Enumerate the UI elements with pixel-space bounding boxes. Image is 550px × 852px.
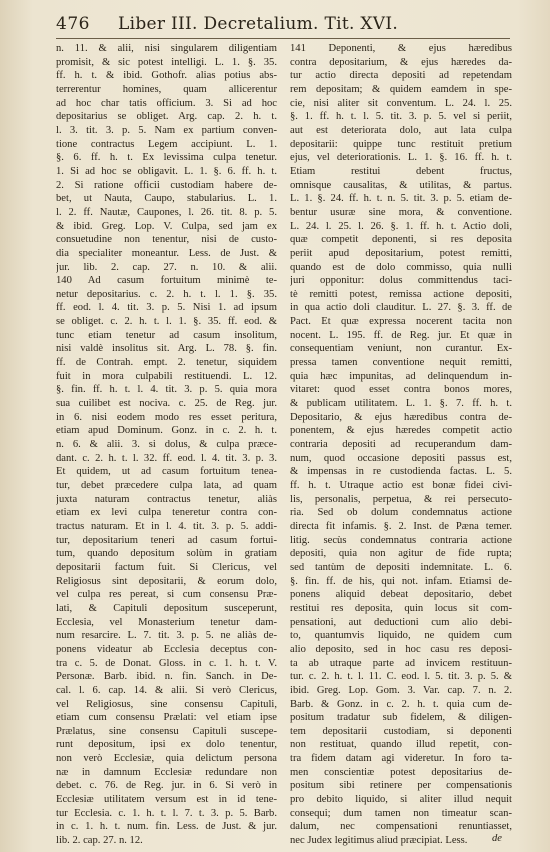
text-line: ff. h. t. Utraque actio est bonæ fidei civi- (290, 480, 512, 491)
text-line: Barb. & Gonz. in c. 2. h. t. quia cum de- (290, 698, 512, 710)
text-line: 140 Ad casum fortuitum minimè te- (56, 275, 277, 287)
text-line: consuetudine non tenentur, nisi de custo- (56, 234, 277, 246)
text-line: positum tradatur sub fidelem, & diligen- (290, 712, 512, 724)
text-line: §. 6. ff. h. t. Ex levissima culpa tenetur. (56, 152, 277, 164)
text-line: tum, quando depositum solùm in gratiam (56, 548, 277, 560)
text-line: Et quidem, ut ad casum fortuitum tenea- (56, 466, 277, 478)
text-line: vel Religiosus, sine consensu Capituli, (56, 698, 277, 710)
text-line: tione contractus Legem accipiunt. L. 1. (56, 138, 277, 150)
text-line: num, quod occasione depositi passus est, (290, 452, 512, 464)
text-line: nec Judex legitimus aliud præcipiat. Less. (290, 835, 468, 847)
text-line: debet. c. 76. de Reg. jur. in 6. Si verò in (56, 780, 277, 792)
text-line: dia specialiter moneantur. Less. de Just. & (56, 247, 277, 259)
text-line: non verò Ecclesiæ, quia delictum persona (56, 753, 277, 765)
text-line: L. 24. l. 25. l. 26. §. 1. ff. h. t. Actio doli, (290, 220, 512, 232)
text-line: men conscientiæ potest depositarius de- (290, 766, 512, 778)
text-line: tè remitti potest, remissa actione depositi, (290, 288, 512, 300)
running-title: Liber III. Decretalium. Tit. XVI. (118, 14, 399, 34)
text-line: ta ab utraque parte ad invicem restituun- (290, 657, 512, 669)
text-line: Pact. Et quæ expressa nocerent tacita non (290, 316, 512, 328)
text-line: alio deposito, sed in hoc casu res deposi- (290, 643, 512, 655)
text-line: ria. Sed ob dolum condemnatus actione (290, 507, 512, 519)
text-line: tra c. 5. de Donat. Gloss. in c. 1. h. t. V. (56, 657, 277, 669)
text-line: periit apud depositarium, potest remitti, (290, 247, 512, 259)
text-line: §. fin. ff. de his, qui not. infam. Etiamsi de- (290, 575, 512, 587)
text-line: Personæ. Barb. ibid. n. fin. Sanch. in De- (56, 671, 277, 683)
text-line: lib. 2. cap. 27. n. 12. (56, 835, 143, 847)
text-line: litig. secùs condemnatus contraria actione (290, 534, 512, 546)
text-line: pro debito liquido, si aliter illud nequit (290, 794, 512, 806)
text-line: non restituat, quando illud repetit, con- (290, 739, 512, 751)
text-line: cie, nisi aliter sit conventum. L. 24. l. 25. (290, 97, 512, 109)
text-line: bentur usuræ sine mora, & conventione. (290, 206, 512, 218)
text-line: tractus naturam. Et in l. 4. tit. 3. p. 5. addi- (56, 520, 277, 532)
text-line: tem depositarii custodiam, si deponenti (290, 725, 512, 737)
right-text-column (290, 42, 512, 848)
text-line: pressa tamen conventione nequit remitti, (290, 357, 512, 369)
text-line: & ibid. Greg. Lop. V. Culpa, sed jam ex (56, 220, 277, 232)
text-line: omnisque causalitas, & utilitas, & partus. (290, 179, 512, 191)
text-line: nocent. L. 195. ff. de Reg. jur. Et quæ in (290, 329, 512, 341)
text-line: tur Ecclesia. c. 1. h. t. l. 7. t. 3. p. 5. Barb. (56, 807, 277, 819)
text-line: Ecclesiæ utilitatem versum est in id tene- (56, 794, 277, 806)
text-line: ponens videatur ab Ecclesia deceptus con- (56, 643, 277, 655)
text-line: tunc etiam tenetur ad casum insolitum, (56, 329, 277, 341)
text-line: quæ competit deponenti, si res deposita (290, 234, 512, 246)
text-line: Ecclesia, vel Monasterium tenetur dam- (56, 616, 277, 628)
text-line: dant. c. 2. h. t. l. 32. ff. eod. l. 4. tit. 3. p. 3. (56, 452, 277, 464)
text-line: 141 Deponenti, & ejus hæredibus (290, 43, 512, 54)
text-line: vel culpa res pereat, si cum consensu Præ- (56, 589, 277, 601)
text-line: positum sibi retinere per compensationis (290, 780, 512, 792)
text-line: ejus, vel deteriorationis. L. 1. §. 16. ff. h. t. (290, 152, 512, 164)
text-line: num resarcire. L. 7. tit. 3. p. 5. ne aliàs de- (56, 630, 277, 642)
text-line: sed tantùm de depositi indemnitate. L. 6. (290, 561, 512, 573)
text-line: pensationi, aut deductioni cum alio debi- (290, 616, 512, 628)
text-line: ff. h. t. & ibid. Gothofr. alias potius abs- (56, 70, 277, 82)
page-number: 476 (56, 14, 90, 34)
text-line: sua cuilibet est nociva. c. 25. de Reg. jur. (56, 398, 277, 410)
text-line: bet, ut Nauta, Caupo, stabularius. L. 1. (56, 193, 277, 205)
text-line: vitaret: quod esset contra bonos mores, (290, 384, 512, 396)
text-line: & impensas in re custodienda factas. L. 5. (290, 466, 512, 478)
text-line: Depositario, & ejus hæredibus contra de- (290, 411, 512, 423)
text-line: Etiam restitui debent fructus, (290, 165, 512, 177)
text-line: ibid. Greg. Lop. Gom. 3. Var. cap. 7. n. 2. (290, 684, 512, 696)
text-line: etiam ex levi culpa teneretur contra con- (56, 507, 277, 519)
text-line: juxta naturam contractus tenetur, aliàs (56, 493, 277, 505)
text-line: depositarius se obliget. Arg. cap. 2. h. t. (56, 111, 277, 123)
text-line: netur depositarius. c. 2. h. t. l. 1. §. 35. (56, 288, 277, 300)
text-line: se obliget. c. 2. h. t. l. 1. §. 35. ff. eod. & (56, 316, 277, 328)
catchword: de (492, 833, 502, 844)
text-line: tur, depositarium teneri ad casum fortui- (56, 534, 277, 546)
text-line: ponens aliquid debeat depositario, debet (290, 589, 512, 601)
text-line: quia hæc impunitas, ad delinquendum in- (290, 370, 512, 382)
text-line: depositi, quia non agitur de fide rupta; (290, 548, 512, 560)
text-line: quando est de dolo commisso, quia nulli (290, 261, 512, 273)
text-line: rem depositam; & quidem eamdem in spe- (290, 83, 512, 95)
text-line: aut est deteriorata dolo, aut lata culpa (290, 124, 512, 136)
text-line: jur. lib. 2. cap. 27. n. 10. & alii. (56, 261, 277, 273)
text-line: n. 6. & alii. 3. si dolus, & culpa præce- (56, 439, 277, 451)
text-line: Prælatus, sine consensu Capituli suscepe- (56, 725, 277, 737)
text-line: L. 1. §. 24. ff. h. t. n. 5. tit. 3. p. 5. etiam de- (290, 193, 512, 205)
text-line: dalum, nec compensationi renuntiasset, (290, 821, 512, 833)
text-line: etiam apud Dominum. Gonz. in c. 2. h. t. (56, 425, 277, 437)
text-line: ff. de Contrah. empt. 2. tenetur, siquidem (56, 357, 277, 369)
text-line: etiam cum consensu Prælati: vel etiam ipse (56, 712, 277, 724)
text-line: ponentem, & ejus hæredes competit actio (290, 425, 512, 437)
text-line: §. 1. ff. h. t. l. 5. tit. 3. p. 5. vel si periit, (290, 111, 512, 123)
left-text-column (56, 42, 277, 848)
text-line: terrerentur homines, quam allicerentur (56, 83, 277, 95)
text-line: consequi; dum tamen non timeatur scan- (290, 807, 512, 819)
text-line: l. 3. tit. 3. p. 5. Nam ex partium conven- (56, 124, 277, 136)
text-line: Religiosus sint depositarii, & eorum dolo, (56, 575, 277, 587)
text-line: næ in damnum Ecclesiæ redundare non (56, 766, 277, 778)
text-line: lis, personalis, perpetua, & rei persecuto- (290, 493, 512, 505)
text-line: cal. l. 6. cap. 14. & alii. Si verò Clericus, (56, 684, 277, 696)
text-line: lati, & Capituli depositum susceperunt, (56, 602, 277, 614)
text-line: restitui res deposita, quin locus sit com- (290, 602, 512, 614)
text-line: contra depositarium, & ejus hæredes da- (290, 56, 512, 68)
text-line: tur actio directa depositi ad repetendam (290, 70, 512, 82)
text-line: ff. eod. l. 4. tit. 3. p. 5. Nisi 1. ad ipsum (56, 302, 277, 314)
text-line: juri opponitur: dolus committendus taci- (290, 275, 512, 287)
text-line: promisit, & sic potest intelligi. L. 1. §. 35. (56, 56, 277, 68)
text-line: ad hoc char tatis officium. 3. Si ad hoc (56, 97, 277, 109)
text-line: depositarii factum fuit. Si Clericus, vel (56, 561, 277, 573)
text-line: & publicam utilitatem. L. 1. §. 7. ff. h. t. (290, 398, 512, 410)
text-line: tur. c. 2. h. t. l. 11. C. eod. l. 5. tit. 3. p. 5. & (290, 671, 512, 683)
page-header (56, 14, 510, 39)
text-line: contraria depositi ad recuperandum dam- (290, 439, 512, 451)
text-line: §. fin. ff. h. t. l. 4. tit. 3. p. 5. quia mora (56, 384, 277, 396)
text-line: 1. Si ad hoc se obligavit. L. 1. §. 6. ff. h. t. (56, 165, 277, 177)
text-line: n. 11. & alii, nisi singularem diligentiam (56, 43, 277, 54)
text-line: l. 2. ff. Nautæ, Caupones, l. 26. tit. 8. p. 5. (56, 206, 277, 218)
text-line: to, quantumvis liquido, ne quidem cum (290, 630, 512, 642)
text-line: consequentiam veniunt, non curantur. Ex- (290, 343, 512, 355)
text-line: directa fit infamis. §. 2. Inst. de Pæna temer. (290, 520, 512, 532)
text-line: depositarii: quippe tunc restituit pretium (290, 138, 512, 150)
text-line: in qua actio doli clauditur. L. 27. §. 3. ff. de (290, 302, 512, 314)
text-line: tur, debet præcedere culpa lata, ad quam (56, 480, 277, 491)
text-line: 2. Si ratione officii custodiam habere de- (56, 179, 277, 191)
text-line: fuit in mora culpabili restituendi. L. 12. (56, 370, 277, 382)
text-line: tra fidem datam agi videretur. In foro ta- (290, 753, 512, 765)
text-line: in 6. nisi eodem modo res esset peritura, (56, 411, 277, 423)
text-line: in c. 1. h. t. num. fin. Less. de Just. & jur. (56, 821, 277, 833)
text-line: nisi valdè insolitus sit. Arg. L. 78. §. fin. (56, 343, 277, 355)
text-line: runt depositum, ipsi ex dolo tenentur, (56, 739, 277, 751)
